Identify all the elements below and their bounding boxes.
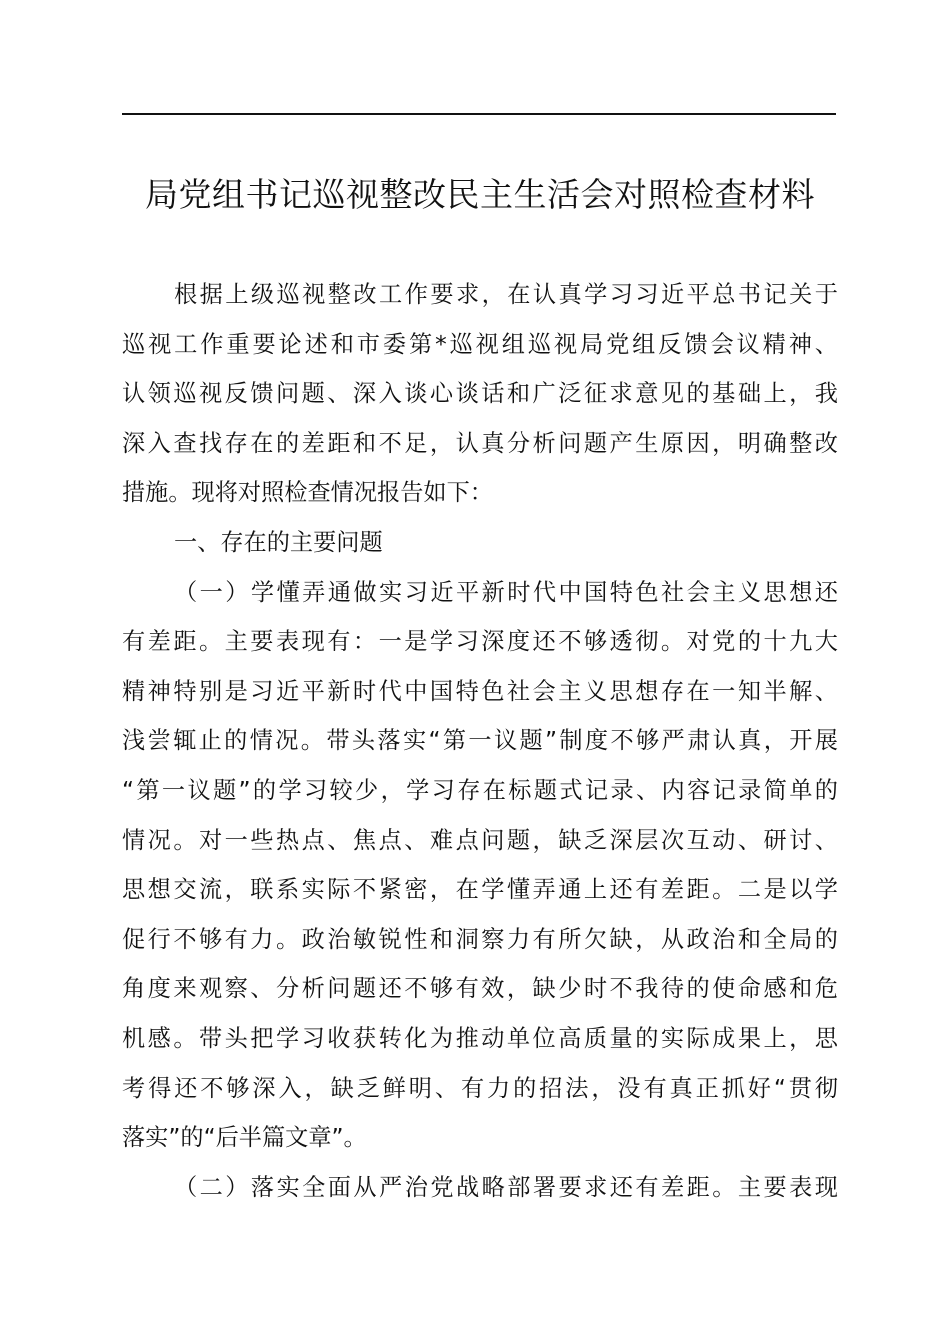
paragraph-line: 情况。对一些热点、焦点、难点问题，缺乏深层次互动、研讨、 (122, 826, 838, 854)
paragraph-line: 角度来观察、分析问题还不够有效，缺少时不我待的使命感和危 (122, 975, 838, 1003)
paragraph-line: 促行不够有力。政治敏锐性和洞察力有所欠缺，从政治和全局的 (122, 925, 838, 953)
document-title: 局党组书记巡视整改民主生活会对照检查材料 (145, 175, 815, 214)
paragraph-line: 根据上级巡视整改工作要求，在认真学习习近平总书记关于 (174, 281, 838, 308)
paragraph-line: 措施。现将对照检查情况报告如下： (122, 479, 493, 507)
paragraph-line: 落实”的“后半篇文章”。 (122, 1124, 367, 1152)
section-heading: 一、存在的主要问题 (174, 528, 383, 556)
paragraph-line: 深入查找存在的差距和不足，认真分析问题产生原因，明确整改 (122, 429, 838, 457)
paragraph-line: 浅尝辄止的情况。带头落实“第一议题”制度不够严肃认真，开展 (122, 727, 838, 755)
document-body (122, 270, 838, 1212)
paragraph-line: “第一议题”的学习较少，学习存在标题式记录、内容记录简单的 (122, 776, 838, 804)
paragraph-line: 有差距。主要表现有：一是学习深度还不够透彻。对党的十九大 (122, 628, 838, 656)
paragraph-line: 巡视工作重要论述和市委第*巡视组巡视局党组反馈会议精神、 (122, 330, 838, 358)
paragraph-line: （二）落实全面从严治党战略部署要求还有差距。主要表现 (174, 1173, 838, 1201)
paragraph-line: （一）学懂弄通做实习近平新时代中国特色社会主义思想还 (174, 578, 838, 606)
paragraph-line: 认领巡视反馈问题、深入谈心谈话和广泛征求意见的基础上，我 (122, 380, 838, 408)
header-rule (122, 113, 836, 115)
paragraph-line: 考得还不够深入，缺乏鲜明、有力的招法，没有真正抓好“贯彻 (122, 1074, 838, 1102)
paragraph-line: 思想交流，联系实际不紧密，在学懂弄通上还有差距。二是以学 (122, 876, 838, 904)
paragraph-line: 机感。带头把学习收获转化为推动单位高质量的实际成果上，思 (122, 1024, 838, 1052)
paragraph-line: 精神特别是习近平新时代中国特色社会主义思想存在一知半解、 (122, 677, 838, 705)
